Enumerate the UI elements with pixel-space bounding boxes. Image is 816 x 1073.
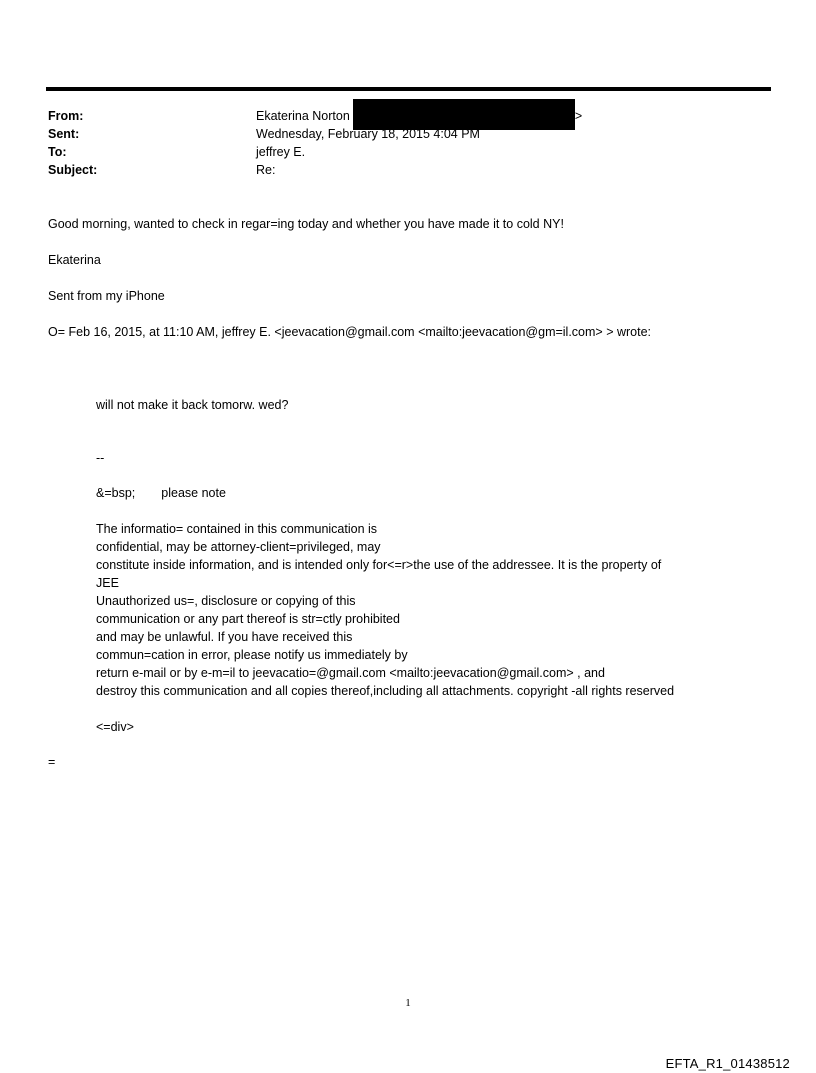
disclaimer-line: constitute inside information, and is intended only for<=r>the use of the addressee. It is the property of <box>96 558 662 572</box>
disclaimer-block <box>96 520 786 700</box>
header-rule <box>46 87 771 91</box>
sent-label: Sent: <box>48 127 80 141</box>
signature-line: Ekaterina <box>48 253 101 267</box>
sent-row <box>48 125 748 143</box>
to-value: jeffrey E. <box>256 145 306 159</box>
from-value-wrap <box>256 107 748 125</box>
disclaimer-line: destroy this communication and all copies thereof,including all attachments. copyright -all rights reserved <box>96 684 675 698</box>
nbsp-marker: &=bsp; <box>96 486 136 500</box>
email-header <box>48 107 748 179</box>
page-number: 1 <box>405 997 411 1009</box>
trailing-equals: = <box>48 755 56 769</box>
disclaimer-line: Unauthorized us=, disclosure or copying of this <box>96 594 356 608</box>
to-row <box>48 143 748 161</box>
sent-value: Wednesday, February 18, 2015 4:04 PM <box>256 127 480 141</box>
sent-from-line: Sent from my iPhone <box>48 289 165 303</box>
disclaimer-line: confidential, may be attorney-client=privileged, may <box>96 540 381 554</box>
disclaimer-line: JEE <box>96 576 119 590</box>
disclaimer-line: and may be unlawful. If you have received this <box>96 630 353 644</box>
greeting-line: Good morning, wanted to check in regar=ing today and whether you have made it to cold NY! <box>48 217 564 231</box>
signature-dashes: -- <box>96 451 105 465</box>
subject-label: Subject: <box>48 163 98 177</box>
from-value: Ekaterina Norton <box>256 109 350 123</box>
quote-header-line: O= Feb 16, 2015, at 11:10 AM, jeffrey E. <jeevacation@gmail.com <mailto:jeevacation@gm=il.com> > wrote: <box>48 325 652 339</box>
to-label: To: <box>48 145 67 159</box>
subject-value: Re: <box>256 163 276 177</box>
bates-number: EFTA_R1_01438512 <box>665 1056 790 1071</box>
subject-row <box>48 161 748 179</box>
disclaimer-line: communication or any part thereof is str=ctly prohibited <box>96 612 400 626</box>
disclaimer-line: commun=cation in error, please notify us immediately by <box>96 648 408 662</box>
disclaimer-line: return e-mail or by e-m=il to jeevacatio=@gmail.com <mailto:jeevacation@gmail.com> , and <box>96 666 605 680</box>
div-tag-line: <=div> <box>96 720 134 734</box>
disclaimer-line: The informatio= contained in this communication is <box>96 522 378 536</box>
please-note-line <box>96 484 786 502</box>
from-row <box>48 107 748 125</box>
quoted-message: will not make it back tomorw. wed? <box>96 398 289 412</box>
please-note-text: please note <box>161 486 226 500</box>
from-label: From: <box>48 109 84 123</box>
from-tail: > <box>574 109 583 123</box>
